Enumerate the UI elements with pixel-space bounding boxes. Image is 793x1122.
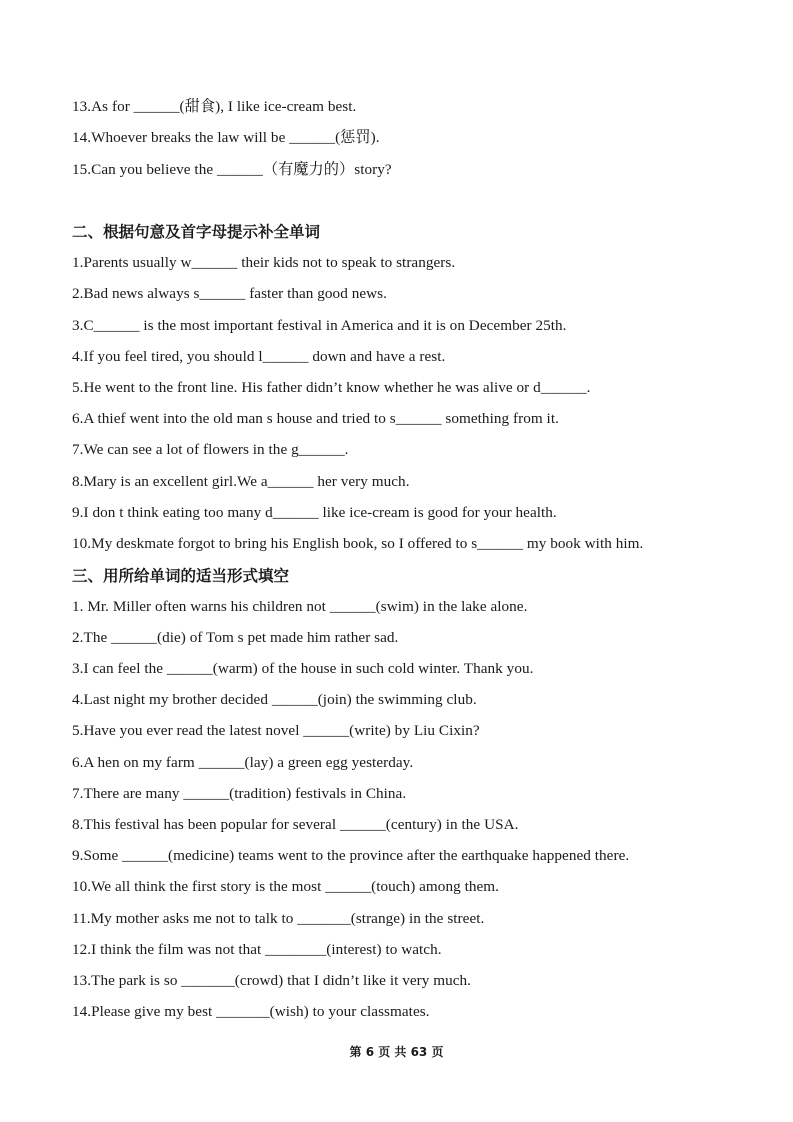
section-heading: 二、根据句意及首字母提示补全单词	[72, 223, 321, 241]
exercise-line: 14.Whoever breaks the law will be ______(惩罚).	[72, 129, 380, 146]
exercise-line: 6.A thief went into the old man s house and tried to s______ something from it.	[72, 410, 559, 427]
exercise-line: 8.Mary is an excellent girl.We a______ her very much.	[72, 473, 410, 490]
exercise-line: 12.I think the film was not that ________(interest) to watch.	[72, 941, 442, 958]
exercise-line: 9.Some ______(medicine) teams went to the province after the earthquake happened there.	[72, 847, 630, 864]
exercise-line: 1.Parents usually w______ their kids not to speak to strangers.	[72, 254, 456, 271]
exercise-line: 7.We can see a lot of flowers in the g______.	[72, 441, 349, 458]
exercise-line: 2.The ______(die) of Tom s pet made him rather sad.	[72, 629, 399, 646]
exercise-line: 9.I don t think eating too many d______ like ice-cream is good for your health.	[72, 504, 557, 521]
exercise-line: 4.If you feel tired, you should l______ down and have a rest.	[72, 348, 446, 365]
exercise-line: 10.We all think the first story is the most ______(touch) among them.	[72, 878, 499, 895]
exercise-line: 4.Last night my brother decided ______(join) the swimming club.	[72, 691, 477, 708]
page-footer: 第 6 页 共 63 页	[349, 1045, 444, 1059]
section-heading: 三、用所给单词的适当形式填空	[72, 567, 290, 585]
exercise-line: 1. Mr. Miller often warns his children not ______(swim) in the lake alone.	[72, 598, 528, 615]
exercise-line: 13.The park is so _______(crowd) that I didn’t like it very much.	[72, 972, 472, 989]
exercise-line: 6.A hen on my farm ______(lay) a green egg yesterday.	[72, 754, 414, 771]
exercise-line: 10.My deskmate forgot to bring his English book, so I offered to s______ my book with him.	[72, 535, 644, 552]
exercise-line: 13.As for ______(甜食), I like ice-cream best.	[72, 98, 357, 115]
exercise-line: 3.C______ is the most important festival in America and it is on December 25th.	[72, 317, 567, 334]
exercise-line: 7.There are many ______(tradition) festivals in China.	[72, 785, 407, 802]
exercise-line: 11.My mother asks me not to talk to _______(strange) in the street.	[72, 910, 485, 927]
exercise-line: 8.This festival has been popular for several ______(century) in the USA.	[72, 816, 519, 833]
exercise-line: 14.Please give my best _______(wish) to your classmates.	[72, 1003, 430, 1020]
exercise-line: 2.Bad news always s______ faster than good news.	[72, 285, 387, 302]
exercise-line: 5.Have you ever read the latest novel ______(write) by Liu Cixin?	[72, 722, 480, 739]
exercise-line: 5.He went to the front line. His father didn’t know whether he was alive or d______.	[72, 379, 591, 396]
exercise-line: 15.Can you believe the ______（有魔力的）story?	[72, 161, 392, 178]
exercise-line: 3.I can feel the ______(warm) of the house in such cold winter. Thank you.	[72, 660, 534, 677]
